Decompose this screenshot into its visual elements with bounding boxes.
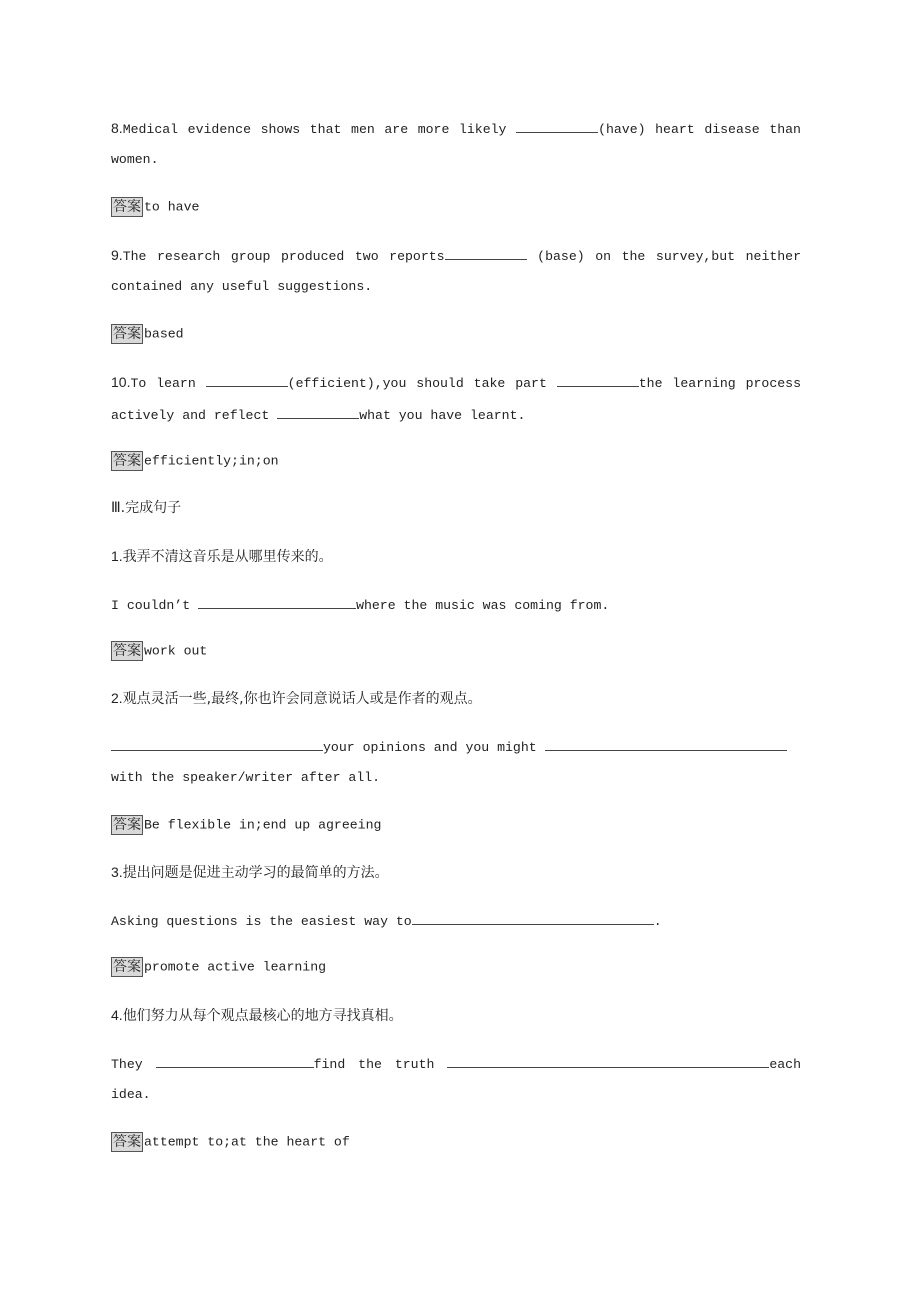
answer-text: work out [144,643,208,659]
q-text: . [653,914,662,929]
q-chinese: 我弄不清这音乐是从哪里传来的。 [122,549,333,565]
s3-answer [111,957,801,977]
answer-badge: 答案 [113,199,141,215]
q-number: 9. [111,247,123,263]
answer-badge: 答案 [113,817,141,833]
q-text: what you have learnt. [359,408,526,423]
blank[interactable] [111,736,323,751]
blank[interactable] [445,245,527,260]
s1-prompt [111,546,801,566]
q-chinese: 他们努力从每个观点最核心的地方寻找真相。 [122,1008,403,1024]
q-text: (have) heart disease than [598,122,801,137]
answer-badge: 答案 [113,959,141,975]
blank[interactable] [277,404,359,419]
s4-prompt [111,1005,801,1025]
s1-line [111,594,801,614]
q8-answer [111,197,801,217]
q-number: 1. [111,548,123,564]
q-text: (base) on the survey,but neither [526,249,802,264]
q-text: each [769,1057,801,1072]
q9-line1 [111,245,801,265]
q8-line1 [111,118,801,138]
blank[interactable] [156,1053,314,1068]
s4-line1 [111,1053,801,1073]
answer-badge: 答案 [113,326,141,342]
q-number: 2. [111,690,123,706]
s2-line1 [111,736,801,756]
section-title: Ⅲ.完成句子 [111,500,182,516]
blank[interactable] [198,594,356,609]
s2-answer [111,815,801,835]
q9-line2: contained any useful suggestions. [111,279,373,294]
answer-badge: 答案 [113,1134,141,1150]
q-text: the learning process [638,376,802,391]
q-text: find the truth [313,1057,448,1072]
s3-prompt [111,862,801,882]
answer-badge: 答案 [113,453,141,469]
q10-line1 [111,372,801,392]
q-number: 3. [111,864,123,880]
q-text: (efficient),you should take part [287,376,557,391]
q8-line2: women. [111,152,159,167]
q-number: 10. [111,374,131,390]
blank[interactable] [516,118,598,133]
s4-line2: idea. [111,1087,151,1102]
q-number: 8. [111,120,123,136]
s3-line [111,910,801,930]
blank[interactable] [447,1053,769,1068]
q-chinese: 观点灵活一些,最终,你也许会同意说话人或是作者的观点。 [122,691,482,707]
q-chinese: 提出问题是促进主动学习的最简单的方法。 [122,865,389,881]
q9-answer [111,324,801,344]
q10-answer [111,451,801,471]
answer-text: to have [144,199,200,215]
q10-line2 [111,404,801,424]
q-text: The research group produced two reports [122,249,445,264]
q-text: where the music was coming from. [356,598,610,613]
q-text: To learn [130,376,206,391]
answer-text: efficiently;in;on [144,453,279,469]
s4-answer [111,1132,801,1152]
blank[interactable] [206,372,288,387]
q-text: I couldn’t [111,598,199,613]
q-text: Asking questions is the easiest way to [111,914,412,929]
answer-text: promote active learning [144,959,327,975]
s2-prompt [111,688,801,708]
blank[interactable] [557,372,639,387]
q-text: your opinions and you might [323,740,545,755]
blank[interactable] [545,736,787,751]
answer-text: Be flexible in;end up agreeing [144,817,382,833]
answer-badge: 答案 [113,643,141,659]
blank[interactable] [412,910,654,925]
q-number: 4. [111,1007,123,1023]
q-text: They [111,1057,156,1072]
s2-line2: with the speaker/writer after all. [111,770,381,785]
s1-answer [111,641,801,661]
answer-text: attempt to;at the heart of [144,1134,350,1150]
q-text: Medical evidence shows that men are more likely [122,122,517,137]
answer-text: based [144,326,184,342]
q-text: actively and reflect [111,408,278,423]
